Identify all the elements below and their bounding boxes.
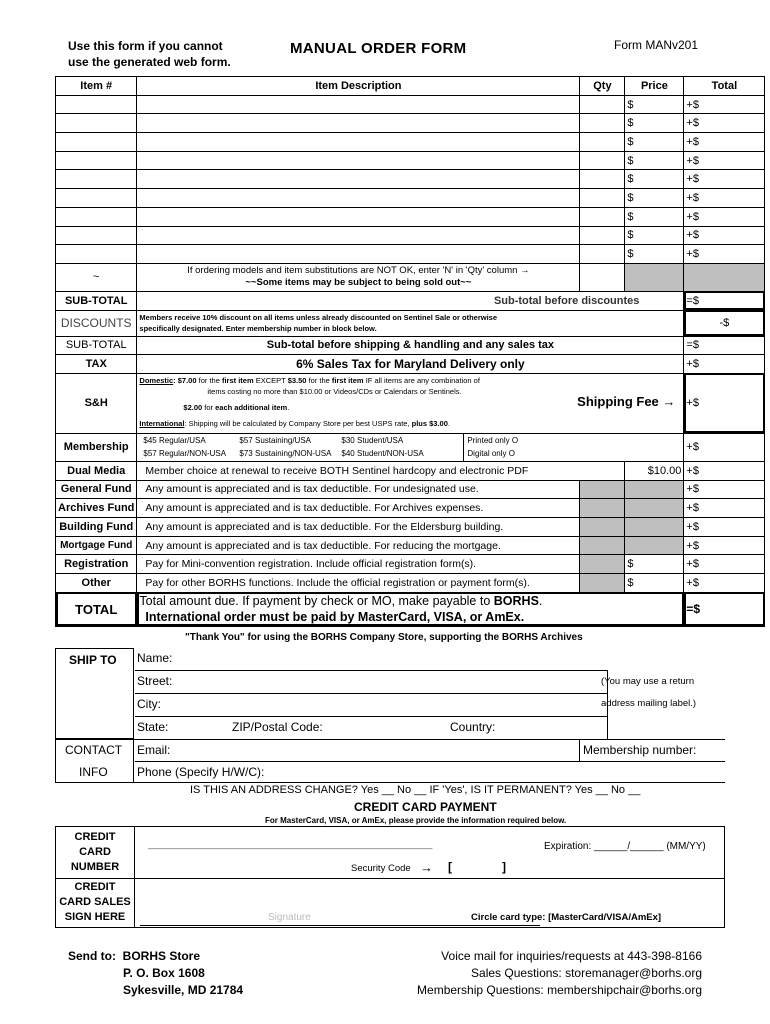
zip-field[interactable]: ZIP/Postal Code:: [232, 720, 323, 734]
other-row: [56, 574, 765, 593]
line-item-qty-input[interactable]: [580, 95, 625, 114]
city-field[interactable]: City:: [137, 697, 161, 711]
discounts-desc: Members receive 10% discount on all items unless already discounted on Sentinel Sale or otherwise: [139, 313, 498, 323]
registration-total[interactable]: +$: [684, 555, 765, 574]
grand-total[interactable]: =$: [684, 592, 765, 626]
table-row: [56, 170, 765, 189]
line-items: [56, 95, 765, 263]
line-item-price-input[interactable]: $: [625, 226, 684, 245]
form-note: Use this form if you cannot use the generated web form.: [68, 39, 231, 69]
subtotal2-desc: Sub-total before shipping & handling and any sales tax: [137, 336, 684, 355]
substitution-row: [56, 263, 765, 291]
general-fund-desc: Any amount is appreciated and is tax deductible. For undesignated use.: [137, 480, 580, 499]
line-item-price-input[interactable]: $: [625, 170, 684, 189]
total-row: [56, 592, 765, 626]
general-fund-row: [56, 480, 765, 499]
line-item-description-input[interactable]: [137, 133, 580, 152]
membership-student-usa[interactable]: $30 Student/USA: [341, 435, 404, 445]
security-arrow-icon: →: [420, 860, 433, 875]
other-desc: Pay for other BORHS functions. Include the official registration or payment form(s).: [137, 574, 580, 593]
line-item-price-input[interactable]: $: [625, 245, 684, 264]
mortgage-fund-total[interactable]: +$: [684, 536, 765, 555]
line-item-qty-input[interactable]: [580, 170, 625, 189]
subtotal-label: SUB-TOTAL: [56, 291, 137, 310]
contact-label: CONTACT: [65, 743, 123, 757]
other-price[interactable]: $: [625, 574, 684, 593]
line-item-total-input[interactable]: +$: [684, 170, 765, 189]
table-row: [56, 114, 765, 133]
discounts-desc-2: specifically designated. Enter membership number in block below.: [139, 324, 377, 334]
membership-label: Membership: [56, 433, 137, 461]
country-field[interactable]: Country:: [450, 720, 496, 734]
form-id: Form MANv201: [614, 38, 699, 52]
line-item-number-input[interactable]: [56, 170, 137, 189]
expiration-field[interactable]: Expiration: ______/______ (MM/YY): [544, 841, 706, 852]
other-total[interactable]: +$: [684, 574, 765, 593]
line-item-price-input[interactable]: $: [625, 95, 684, 114]
shipping-fee-label: Shipping Fee →: [577, 393, 676, 409]
line-item-price-input[interactable]: $: [625, 189, 684, 208]
line-item-qty-input[interactable]: [580, 226, 625, 245]
signature-field[interactable]: Signature: [268, 912, 311, 923]
membership-row: [56, 433, 765, 461]
dual-media-row: [56, 461, 765, 480]
substitution-tilde: ~: [56, 263, 137, 291]
line-item-qty-input[interactable]: [580, 133, 625, 152]
table-header-row: [56, 77, 765, 96]
thank-you-note: "Thank You" for using the BORHS Company Store, supporting the BORHS Archives: [185, 632, 583, 643]
col-total-header: Total: [684, 77, 765, 96]
printed-only-radio[interactable]: Printed only O: [467, 435, 519, 445]
tax-total[interactable]: +$: [684, 355, 765, 374]
substitution-note: If ordering models and item substitutions are NOT OK, enter 'N' in 'Qty' column →: [187, 265, 530, 277]
line-item-qty-input[interactable]: [580, 151, 625, 170]
line-item-qty-input[interactable]: [580, 114, 625, 133]
total-label: TOTAL: [56, 592, 137, 626]
membership-total[interactable]: +$: [684, 433, 765, 461]
dual-media-desc: Member choice at renewal to receive BOTH Sentinel hardcopy and electronic PDF: [137, 461, 625, 480]
send-to-label: Send to:: [68, 949, 116, 963]
dual-media-label: Dual Media: [56, 461, 137, 480]
subtotal-row: [56, 291, 765, 310]
archives-fund-label: Archives Fund: [56, 499, 137, 518]
line-item-number-input[interactable]: [56, 95, 137, 114]
line-item-price-input[interactable]: $: [625, 133, 684, 152]
table-row: [56, 133, 765, 152]
registration-label: Registration: [56, 555, 137, 574]
ship-to-label: SHIP TO: [69, 653, 117, 667]
line-item-number-input[interactable]: [56, 133, 137, 152]
general-fund-total[interactable]: +$: [684, 480, 765, 499]
registration-desc: Pay for Mini-convention registration. Include official registration form(s).: [137, 555, 580, 574]
send-to-address: [68, 948, 243, 999]
street-field[interactable]: Street:: [137, 674, 173, 688]
line-item-qty-input[interactable]: [580, 245, 625, 264]
building-fund-total[interactable]: +$: [684, 518, 765, 537]
card-type-selector[interactable]: Circle card type: [MasterCard/VISA/AmEx]: [471, 912, 662, 923]
line-item-qty-input[interactable]: [580, 189, 625, 208]
line-item-description-input[interactable]: [137, 245, 580, 264]
col-desc-header: Item Description: [137, 77, 580, 96]
name-field[interactable]: Name:: [137, 651, 173, 665]
col-item-header: Item #: [56, 77, 137, 96]
line-item-number-input[interactable]: [56, 207, 137, 226]
registration-price[interactable]: $: [625, 555, 684, 574]
line-item-description-input[interactable]: [137, 226, 580, 245]
contact-info: [417, 948, 702, 999]
table-row: [56, 245, 765, 264]
return-label-note-2: address mailing label.): [601, 698, 697, 709]
substitution-qty-input[interactable]: [580, 263, 625, 291]
security-code-label: Security Code: [351, 863, 411, 874]
shipping-total[interactable]: +$: [684, 373, 765, 433]
subtotal2-total[interactable]: =$: [684, 336, 765, 355]
mortgage-fund-label: Mortgage Fund: [56, 536, 137, 555]
voicemail-info: Voice mail for inquiries/requests at 443-398-8166: [441, 949, 702, 963]
membership-student-nonusa[interactable]: $40 Student/NON-USA: [341, 448, 424, 458]
credit-card-subtitle: For MasterCard, VISA, or AmEx, please provide the information required below.: [265, 816, 567, 825]
subtotal2-label: SUB-TOTAL: [56, 336, 137, 355]
state-field[interactable]: State:: [137, 720, 169, 734]
line-item-description-input[interactable]: [137, 114, 580, 133]
sign-here-label: CREDIT CARD SALES SIGN HERE: [59, 881, 131, 923]
subtotal-total[interactable]: =$: [684, 291, 765, 310]
line-item-qty-input[interactable]: [580, 207, 625, 226]
shipping-additional-note: $2.00 for each additional item.: [183, 402, 290, 412]
table-row: [56, 189, 765, 208]
security-bracket-open: [: [448, 860, 452, 874]
shipping-international-note: International: Shipping will be calculated by Company Store per best USPS rate, plus $3.00.: [139, 418, 450, 428]
line-item-total-input[interactable]: +$: [684, 133, 765, 152]
membership-sustaining-nonusa[interactable]: $73 Sustaining/NON-USA: [239, 448, 332, 458]
registration-row: [56, 555, 765, 574]
discounts-total[interactable]: -$: [684, 310, 765, 336]
general-fund-label: General Fund: [56, 480, 137, 499]
credit-card-section: [55, 826, 725, 928]
line-item-number-input[interactable]: [56, 114, 137, 133]
line-item-description-input[interactable]: [137, 170, 580, 189]
line-item-description-input[interactable]: [137, 151, 580, 170]
table-row: [56, 151, 765, 170]
col-qty-header: Qty: [580, 77, 625, 96]
membership-email[interactable]: Membership Questions: membershipchair@borhs.org: [417, 983, 702, 997]
email-field[interactable]: Email:: [137, 743, 171, 757]
order-table: [55, 76, 765, 627]
tax-row: [56, 355, 765, 374]
line-item-total-input[interactable]: +$: [684, 95, 765, 114]
security-code-input[interactable]: [458, 860, 498, 874]
address-change-question[interactable]: IS THIS AN ADDRESS CHANGE? Yes __ No __ IF 'Yes', IS IT PERMANENT? Yes __ No __: [190, 784, 641, 796]
archives-fund-desc: Any amount is appreciated and is tax deductible. For Archives expenses.: [137, 499, 580, 518]
card-number-label: CREDIT CARD NUMBER: [70, 831, 120, 873]
credit-card-title: CREDIT CARD PAYMENT: [354, 800, 497, 814]
tax-label: TAX: [56, 355, 137, 374]
sold-out-note: ~~Some items may be subject to being sold out~~: [245, 277, 472, 289]
line-item-description-input[interactable]: [137, 189, 580, 208]
line-item-price-input[interactable]: $: [625, 151, 684, 170]
line-item-price-input[interactable]: $: [625, 114, 684, 133]
membership-regular-nonusa[interactable]: $57 Regular/NON-USA: [143, 448, 227, 458]
subtotal2-row: [56, 336, 765, 355]
membership-number-field[interactable]: Membership number:: [583, 743, 697, 757]
card-number-input[interactable]: _______________________________________________________________: [148, 839, 432, 849]
digital-only-radio[interactable]: Digital only O: [467, 448, 515, 458]
store-city: Sykesville, MD 21784: [123, 983, 244, 997]
sales-email[interactable]: Sales Questions: storemanager@borhs.org: [471, 966, 702, 980]
discounts-label: DISCOUNTS: [56, 310, 137, 336]
table-row: [56, 226, 765, 245]
building-fund-desc: Any amount is appreciated and is tax deductible. For the Eldersburg building.: [137, 518, 580, 537]
line-item-total-input[interactable]: +$: [684, 189, 765, 208]
col-price-header: Price: [625, 77, 684, 96]
building-fund-label: Building Fund: [56, 518, 137, 537]
total-desc: Total amount due. If payment by check or MO, make payable to BORHS.: [139, 594, 543, 609]
line-item-price-input[interactable]: $: [625, 207, 684, 226]
shipping-label: S&H: [56, 373, 137, 433]
discounts-row: [56, 310, 765, 336]
membership-sustaining-usa[interactable]: $57 Sustaining/USA: [239, 435, 312, 445]
line-item-number-input[interactable]: [56, 151, 137, 170]
line-item-number-input[interactable]: [56, 245, 137, 264]
archives-fund-row: [56, 499, 765, 518]
membership-regular-usa[interactable]: $45 Regular/USA: [143, 435, 206, 445]
line-item-number-input[interactable]: [56, 189, 137, 208]
building-fund-row: [56, 518, 765, 537]
page-title: MANUAL ORDER FORM: [290, 40, 467, 57]
line-item-total-input[interactable]: +$: [684, 207, 765, 226]
mortgage-fund-row: [56, 536, 765, 555]
line-item-total-input[interactable]: +$: [684, 114, 765, 133]
ship-to-section: [55, 648, 725, 783]
phone-field[interactable]: Phone (Specify H/W/C):: [137, 765, 265, 779]
line-item-total-input[interactable]: +$: [684, 151, 765, 170]
table-row: [56, 207, 765, 226]
po-box: P. O. Box 1608: [123, 966, 205, 980]
security-bracket-close: ]: [502, 860, 506, 874]
return-label-note: (You may use a return: [601, 676, 695, 687]
info-label: INFO: [79, 765, 108, 779]
table-row: [56, 95, 765, 114]
shipping-items-note: items costing no more than $10.00 or Videos/CDs or Calendars or Sentinels.: [207, 386, 462, 396]
total-intl-note: International order must be paid by MasterCard, VISA, or AmEx.: [145, 610, 525, 625]
tax-desc: 6% Sales Tax for Maryland Delivery only: [137, 355, 684, 374]
store-name: BORHS Store: [122, 949, 201, 963]
mortgage-fund-desc: Any amount is appreciated and is tax deductible. For reducing the mortgage.: [137, 536, 580, 555]
archives-fund-total[interactable]: +$: [684, 499, 765, 518]
subtotal-desc: Sub-total before discountes: [137, 291, 684, 310]
shipping-row: [56, 373, 765, 433]
line-item-description-input[interactable]: [137, 207, 580, 226]
line-item-number-input[interactable]: [56, 226, 137, 245]
shipping-domestic-note: Domestic: $7.00 for the first item EXCEPT $3.50 for the first item IF all items are any combination of: [139, 375, 480, 385]
line-item-total-input[interactable]: +$: [684, 245, 765, 264]
line-item-total-input[interactable]: +$: [684, 226, 765, 245]
dual-media-price: $10.00: [625, 461, 684, 480]
other-label: Other: [56, 574, 137, 593]
dual-media-total[interactable]: +$: [684, 461, 765, 480]
line-item-description-input[interactable]: [137, 95, 580, 114]
